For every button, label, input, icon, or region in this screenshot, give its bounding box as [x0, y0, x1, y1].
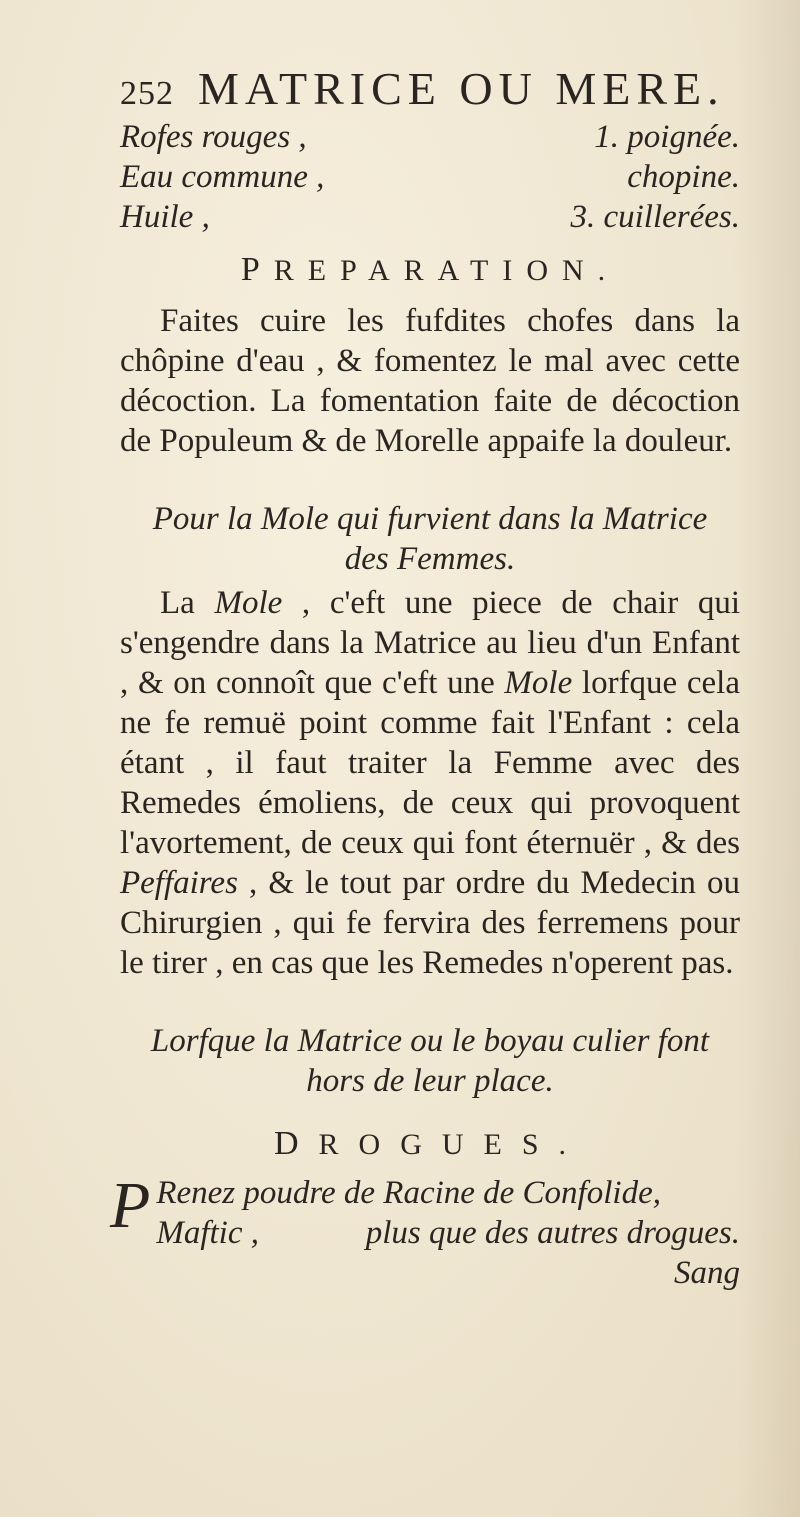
- ingredient-amount: 3. cuillerées.: [570, 199, 740, 235]
- drogues-line-2: [156, 1213, 740, 1253]
- peffaires-term: Peffaires: [120, 865, 238, 901]
- drogues-heading: [120, 1125, 740, 1163]
- mole-title-line-2: des Femmes.: [344, 541, 516, 577]
- running-title: MATRICE OU MERE.: [198, 63, 725, 114]
- mole-text-mid-1: , c'eft une piece de chair qui s'engendre dans la Matrice au lieu d'un Enfant , & on connoît que c'eft une: [120, 585, 741, 701]
- matrice-title-line-2: hors de leur place.: [306, 1063, 554, 1099]
- drogues-line-2-right: plus que des autres drogues.: [365, 1215, 740, 1251]
- drop-cap: P: [110, 1169, 151, 1242]
- ingredient-amount: chopine.: [627, 159, 740, 195]
- matrice-section-title: [120, 1021, 740, 1101]
- ingredient-row: [120, 197, 740, 237]
- preparation-heading-initial: P: [240, 251, 274, 288]
- ingredient-amount: 1. poignée.: [594, 119, 740, 155]
- mole-term: Mole: [504, 665, 573, 701]
- ingredient-list: [120, 117, 740, 237]
- preparation-paragraph: Faites cuire les fufdites chofes dans la chôpine d'eau , & fomentez le mal avec cette décoction. La fomentation faite de décoction de Populeum & de Morelle appaife la douleur.: [120, 303, 740, 459]
- mole-term: Mole: [214, 585, 283, 621]
- drogues-heading-rest: ROGUES.: [318, 1128, 587, 1161]
- mole-text-mid-2: lorfque cela ne fe remuë point comme fait l'Enfant : cela étant , il faut traiter la Femme avec des Remedes émoliens, de ceux qui provoquent l'avortement, de ceux qui font éternuër , & des: [120, 665, 740, 861]
- preparation-heading-rest: REPARATION.: [273, 254, 620, 287]
- ingredient-name: Rofes rouges ,: [120, 119, 307, 155]
- mole-section-title: [120, 499, 740, 579]
- ingredient-row: [120, 157, 740, 197]
- mole-text-end: , & le tout par ordre du Medecin ou Chirurgien , qui fe fervira des ferremens pour le tirer , en cas que les Remedes n'operent pas.: [120, 865, 740, 981]
- page-number: 252: [120, 75, 174, 112]
- mole-text-start: La: [160, 585, 215, 621]
- page-header: [120, 62, 740, 115]
- matrice-title-line-1: Lorfque la Matrice ou le boyau culier font: [150, 1023, 710, 1059]
- ingredient-name: Eau commune ,: [120, 159, 325, 195]
- drogues-heading-initial: D: [273, 1125, 319, 1162]
- drogues-paragraph: [110, 1169, 740, 1253]
- preparation-heading: [120, 251, 740, 289]
- drogues-line-2-left: Maftic ,: [156, 1215, 259, 1251]
- mole-title-line-1: Pour la Mole qui furvient dans la Matrice: [152, 501, 708, 537]
- mole-paragraph: [120, 583, 740, 983]
- ingredient-row: [120, 117, 740, 157]
- drogues-line-1: Renez poudre de Racine de Confolide,: [156, 1175, 661, 1211]
- ingredient-name: Huile ,: [120, 199, 210, 235]
- catchword: Sang: [674, 1255, 740, 1291]
